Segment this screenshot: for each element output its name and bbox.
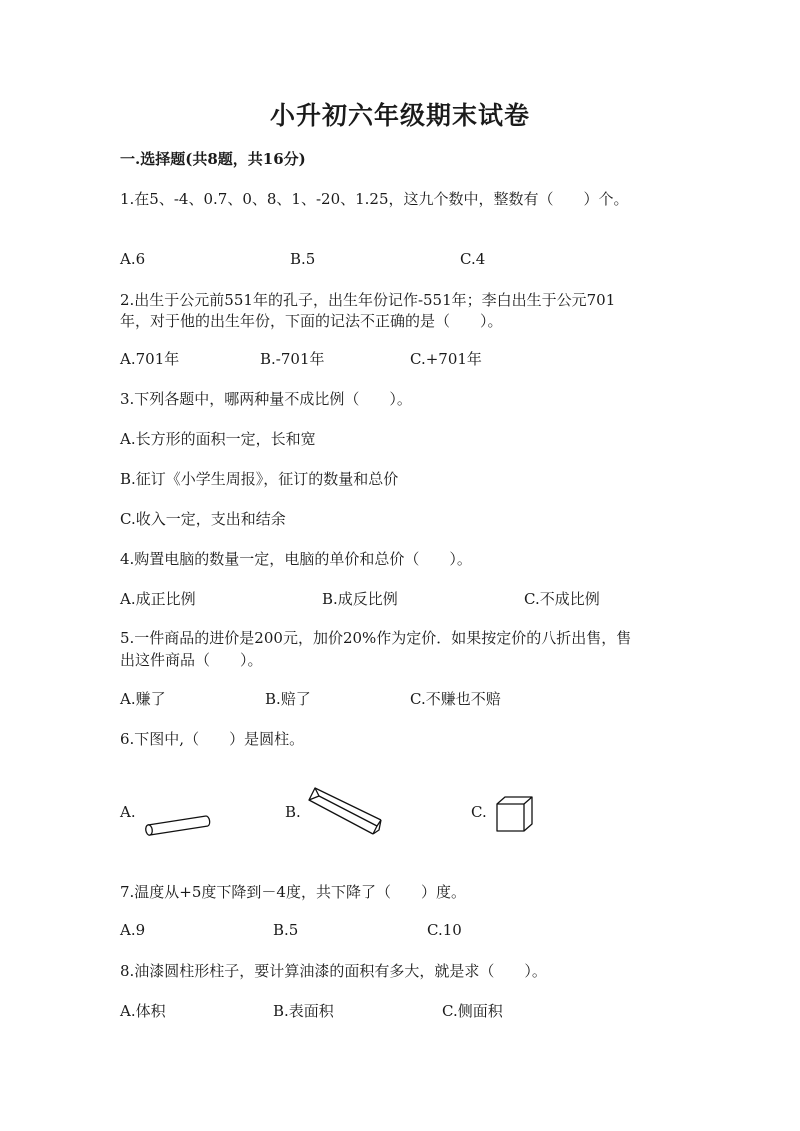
q7-option-c[interactable]: C.10 xyxy=(427,921,462,939)
q3-option-c[interactable]: C.收入一定，支出和结余 xyxy=(120,510,286,528)
q1-option-c[interactable]: C.4 xyxy=(460,250,486,268)
q7-option-b[interactable]: B.5 xyxy=(273,921,299,939)
question-6: 6.下图中,（ ）是圆柱。 xyxy=(120,730,305,748)
q8-option-c[interactable]: C.侧面积 xyxy=(442,1002,503,1020)
cylinder-figure xyxy=(140,808,215,842)
q5-option-a[interactable]: A.赚了 xyxy=(120,690,166,708)
question-3: 3.下列各题中，哪两种量不成比例（ ）。 xyxy=(120,390,412,408)
q2-option-a[interactable]: A.701年 xyxy=(120,350,180,368)
q3-option-b[interactable]: B.征订《小学生周报》，征订的数量和总价 xyxy=(120,470,399,488)
q6-option-a[interactable]: A. xyxy=(120,803,136,821)
q8-option-b[interactable]: B.表面积 xyxy=(273,1002,334,1020)
question-5-line-2: 出这件商品（ ）。 xyxy=(120,651,263,669)
page-title: 小升初六年级期末试卷 xyxy=(269,101,530,130)
question-4: 4.购置电脑的数量一定，电脑的单价和总价（ ）。 xyxy=(120,550,472,568)
q4-option-b[interactable]: B.成反比例 xyxy=(322,590,398,608)
question-2-line-2: 年，对于他的出生年份，下面的记法不正确的是（ ）。 xyxy=(120,312,503,330)
q5-option-b[interactable]: B.赔了 xyxy=(265,690,311,708)
q8-option-a[interactable]: A.体积 xyxy=(120,1002,166,1020)
q2-option-c[interactable]: C.+701年 xyxy=(410,350,482,368)
q2-option-b[interactable]: B.-701年 xyxy=(260,350,325,368)
question-7: 7.温度从+5度下降到－4度，共下降了（ ）度。 xyxy=(120,883,466,901)
question-5-line-1: 5.一件商品的进价是200元，加价20%作为定价．如果按定价的八折出售，售 xyxy=(120,629,632,647)
q1-option-b[interactable]: B.5 xyxy=(290,250,316,268)
q7-option-a[interactable]: A.9 xyxy=(120,921,146,939)
q4-option-c[interactable]: C.不成比例 xyxy=(524,590,600,608)
q6-option-b[interactable]: B. xyxy=(285,803,301,821)
triangular-prism-figure xyxy=(303,782,385,842)
question-1: 1.在5、-4、0.7、0、8、1、-20、1.25，这九个数中，整数有（ ）个。 xyxy=(120,190,629,208)
section-heading: 一.选择题(共8题，共16分) xyxy=(120,150,306,168)
q1-option-a[interactable]: A.6 xyxy=(120,250,146,268)
q4-option-a[interactable]: A.成正比例 xyxy=(120,590,196,608)
q3-option-a[interactable]: A.长方形的面积一定，长和宽 xyxy=(120,430,316,448)
q6-option-c[interactable]: C. xyxy=(471,803,487,821)
question-2-line-1: 2.出生于公元前551年的孔子，出生年份记作-551年；李白出生于公元701 xyxy=(120,291,616,309)
cube-figure xyxy=(494,794,536,834)
q5-option-c[interactable]: C.不赚也不赔 xyxy=(410,690,501,708)
question-8: 8.油漆圆柱形柱子，要计算油漆的面积有多大，就是求（ ）。 xyxy=(120,962,547,980)
